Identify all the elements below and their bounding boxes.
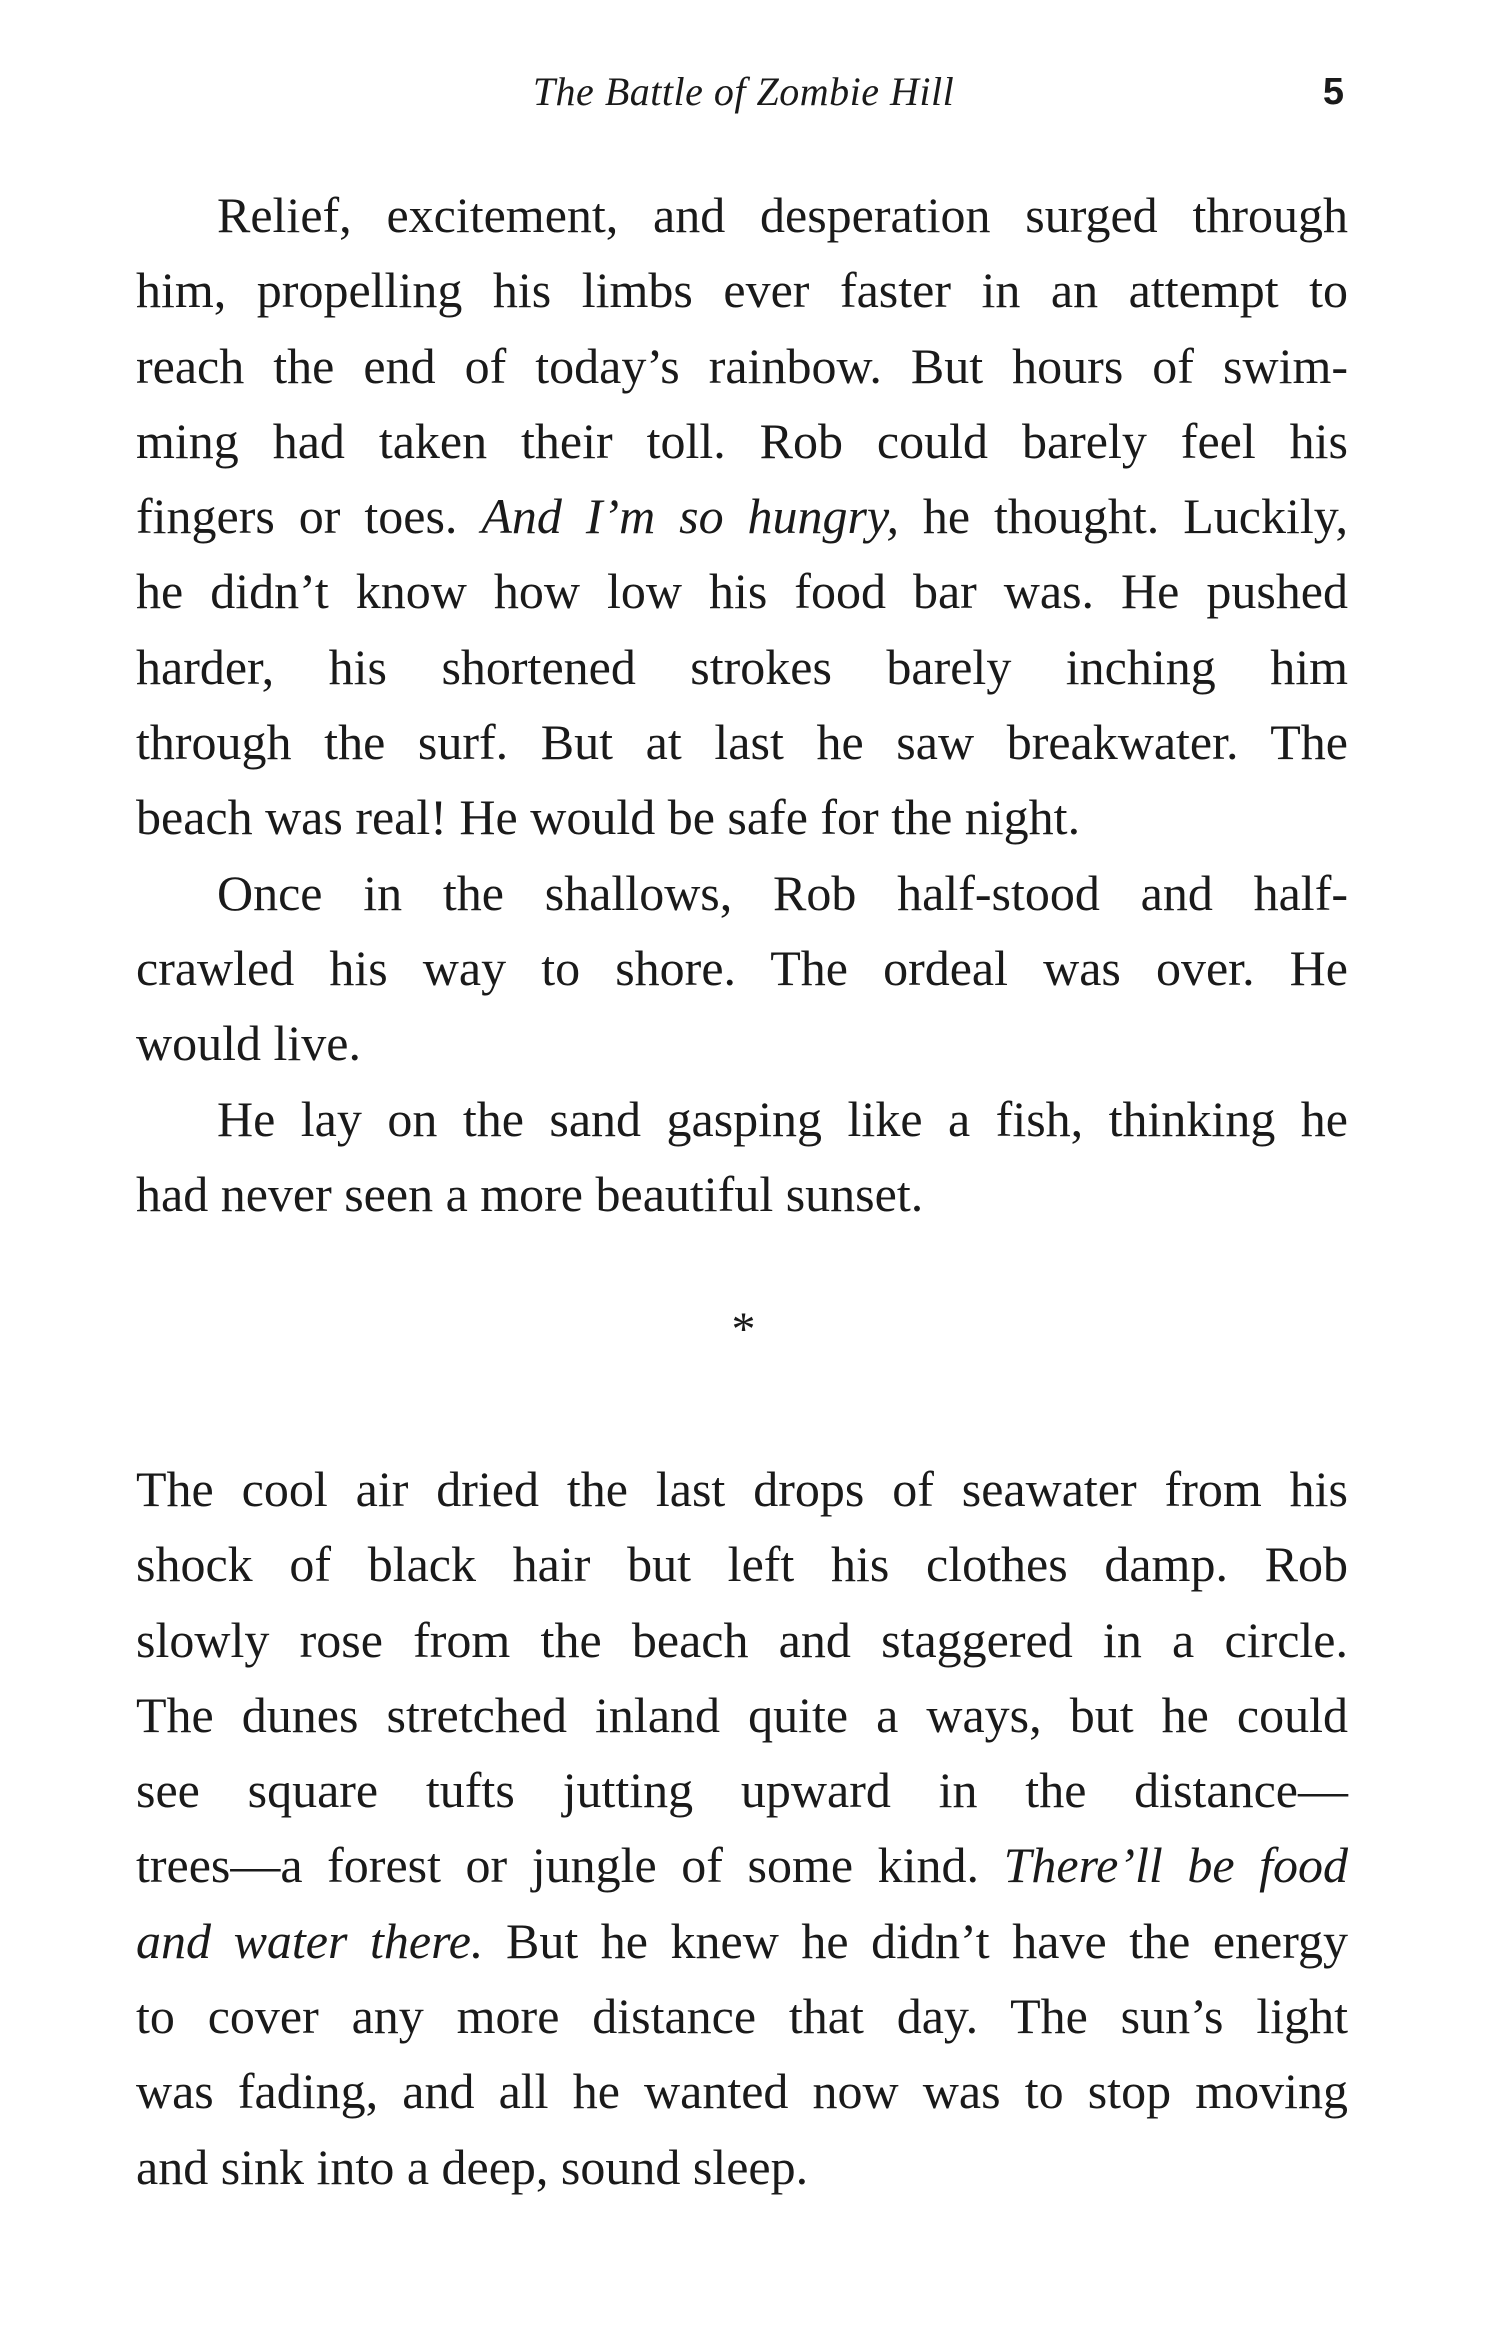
text-line: crawled his way to shore. The ordeal was over. He <box>136 939 1348 996</box>
text-line: Once in the shallows, Rob half-stood and half- <box>217 864 1348 921</box>
text-line: shock of black hair but left his clothes damp. Rob <box>136 1536 1348 1593</box>
text-line: The cool air dried the last drops of seawater from his <box>136 1461 1348 1517</box>
text-line: ming had taken their toll. Rob could barely feel his <box>136 412 1348 469</box>
text-run: trees—a forest or jungle of some kind. <box>136 1837 1004 1894</box>
running-header <box>0 62 1487 122</box>
text-line: through the surf. But at last he saw breakwater. The <box>136 714 1348 771</box>
text-line: had never seen a more beautiful sunset. <box>136 1165 924 1222</box>
text-run: he thought. Luckily, <box>898 488 1348 545</box>
text-line: beach was real! He would be safe for the night. <box>136 789 1081 846</box>
section-one <box>136 178 1348 1232</box>
text-line: He lay on the sand gasping like a fish, thinking he <box>217 1090 1348 1147</box>
section-two <box>136 1452 1348 2205</box>
text-line-mixed <box>136 479 1348 554</box>
italic-thought: and water there. <box>136 1912 484 1969</box>
text-line: The dunes stretched inland quite a ways, but he could <box>136 1686 1348 1743</box>
page-number: 5 <box>1322 71 1344 113</box>
text-line: Relief, excitement, and desperation surged through <box>217 187 1348 243</box>
text-line: and sink into a deep, sound sleep. <box>136 2138 809 2195</box>
text-run: fingers or toes. <box>136 488 482 545</box>
text-line: see square tufts jutting upward in the distance— <box>136 1762 1348 1819</box>
text-line: to cover any more distance that day. The sun’s light <box>136 1988 1348 2045</box>
text-run: But he knew he didn’t have the energy <box>483 1912 1348 1969</box>
text-line: harder, his shortened strokes barely inching him <box>136 638 1348 695</box>
text-line: slowly rose from the beach and staggered in a circle. <box>136 1611 1348 1668</box>
text-line: him, propelling his limbs ever faster in an attempt to <box>136 262 1348 319</box>
text-line-mixed <box>136 1828 1348 1903</box>
section-break-asterisk: * <box>731 1303 756 1356</box>
text-line: he didn’t know how low his food bar was. He pushed <box>136 563 1348 620</box>
text-line: reach the end of today’s rainbow. But hours of swim- <box>136 337 1348 394</box>
italic-thought: And I’m so hungry, <box>481 488 899 545</box>
text-line-mixed <box>136 1904 1348 1979</box>
text-line: was fading, and all he wanted now was to stop moving <box>136 2063 1348 2120</box>
text-line: would live. <box>136 1015 361 1072</box>
italic-thought: There’ll be food <box>1003 1837 1348 1894</box>
running-title: The Battle of Zombie Hill <box>532 69 955 114</box>
